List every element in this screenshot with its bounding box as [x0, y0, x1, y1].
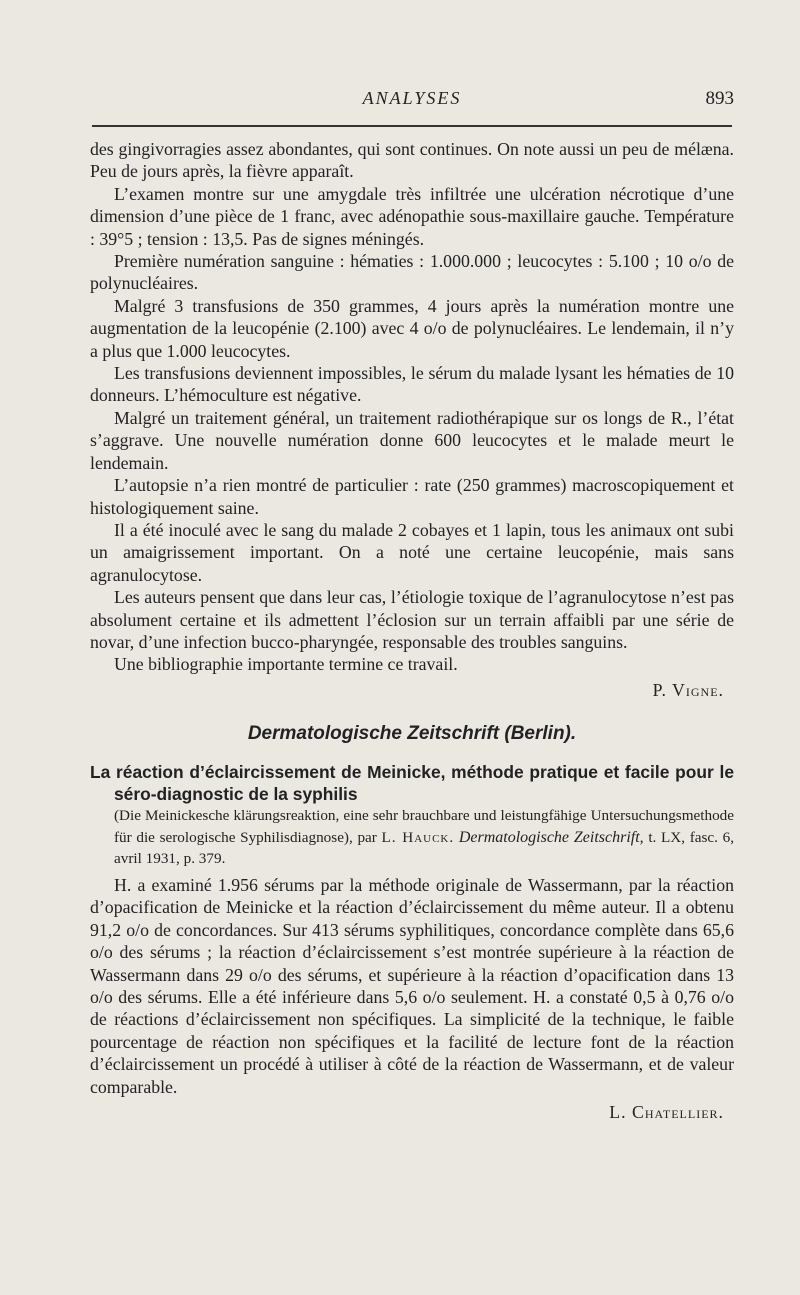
paragraph: L’examen montre sur une amygdale très infiltrée une ulcération nécrotique d’une dimension d’une pièce de 1 franc, avec adénopathie sous-maxillaire gauche. Température : 39°5 ; tension : 13,5. Pas de signes méningés.	[90, 183, 734, 249]
paragraph: Une bibliographie importante termine ce travail.	[114, 654, 458, 675]
article-agranulocytose	[90, 138, 734, 701]
paragraph: des gingivorragies assez abondantes, qui sont continues. On note aussi un peu de mélæna. Peu de jours après, la fièvre apparaît.	[90, 139, 734, 182]
paragraph: Première numération sanguine : hématies : 1.000.000 ; leucocytes : 5.100 ; 10 o/o de polynucléaires.	[90, 251, 734, 294]
page-number: 893	[705, 88, 734, 109]
page-body	[90, 138, 734, 1123]
header-rule	[92, 125, 732, 127]
paragraph: H. a examiné 1.956 sérums par la méthode originale de Wassermann, par la réaction d’opacification de Meinicke et la réaction d’éclaircissement du même auteur. Il a obtenu 91,2 o/o de concordances. Sur 413 sérums syphilitiques, concordance complète dans 65,6 o/o des sérums ; la réaction d’éclaircissement s’est montrée supérieure à la réaction de Wassermann dans 29 o/o des sérums, et supérieure à la réaction d’opacification dans 13 o/o des sérums. Elle a été inférieure dans 5,6 o/o seulement. H. a constaté 0,5 à 0,76 o/o de réactions d’éclaircissement non spécifiques. La simplicité de la technique, le faible pourcentage de réaction non spécifiques et la facilité de lecture font de la réaction d’éclaircissement un procédé à utiliser à côté de la réaction de Wassermann, et de valeur comparable.	[90, 874, 734, 1097]
author-signature: L. Chatellier.	[609, 1102, 724, 1122]
paragraph: Malgré 3 transfusions de 350 grammes, 4 jours après la numération montre une augmentation de la leucopénie (2.100) avec 4 o/o de polynucléaires. Le lendemain, il n’y a plus que 1.000 leucocytes.	[90, 295, 734, 361]
page-header	[90, 88, 734, 118]
article-meinicke	[90, 761, 734, 1123]
article-title: La réaction d’éclaircissement de Meinicke, méthode pratique et facile pour le séro-diagnostic de la syphilis	[90, 762, 734, 805]
citation-details: t. LX, fasc. 6, avril 1931, p. 379.	[114, 828, 734, 868]
paragraph: Malgré un traitement général, un traitement radiothérapique sur os longs de R., l’état s’aggrave. Une nouvelle numération donne 600 leucocytes et le malade meurt le lendemain.	[90, 407, 734, 473]
author-signature: P. Vigne.	[652, 679, 724, 700]
running-title: ANALYSES	[362, 88, 462, 108]
paragraph: Les transfusions deviennent impossibles, le sérum du malade lysant les hématies de 10 donneurs. L’hémoculture est négative.	[90, 363, 734, 406]
original-title: (Die Meinickesche klärungsreaktion, eine sehr brauchbare und leistungfähige Untersuchungsmethode für die serologische Syphilisdiagnose), par	[114, 807, 734, 846]
journal-section-heading: Dermatologische Zeitschrift (Berlin).	[247, 723, 577, 745]
paragraph: Les auteurs pensent que dans leur cas, l’étiologie toxique de l’agranulocytose n’est pas absolument certaine et ils admettent l’éclosion sur un terrain affaibli par une série de novar, d’une infection bucco-pharyngée, responsable des troubles sanguins.	[90, 587, 734, 652]
journal-name: Dermatologische Zeitschrift,	[458, 828, 644, 846]
article-reference	[90, 805, 734, 870]
article-author: L. Hauck.	[381, 828, 455, 846]
paragraph: Il a été inoculé avec le sang du malade 2 cobayes et 1 lapin, tous les animaux ont subi un amaigrissement important. On a noté une certaine leucopénie, mais sans agranulocytose.	[90, 519, 734, 585]
paragraph: L’autopsie n’a rien montré de particulier : rate (250 grammes) macroscopiquement et histologiquement saine.	[90, 475, 734, 518]
